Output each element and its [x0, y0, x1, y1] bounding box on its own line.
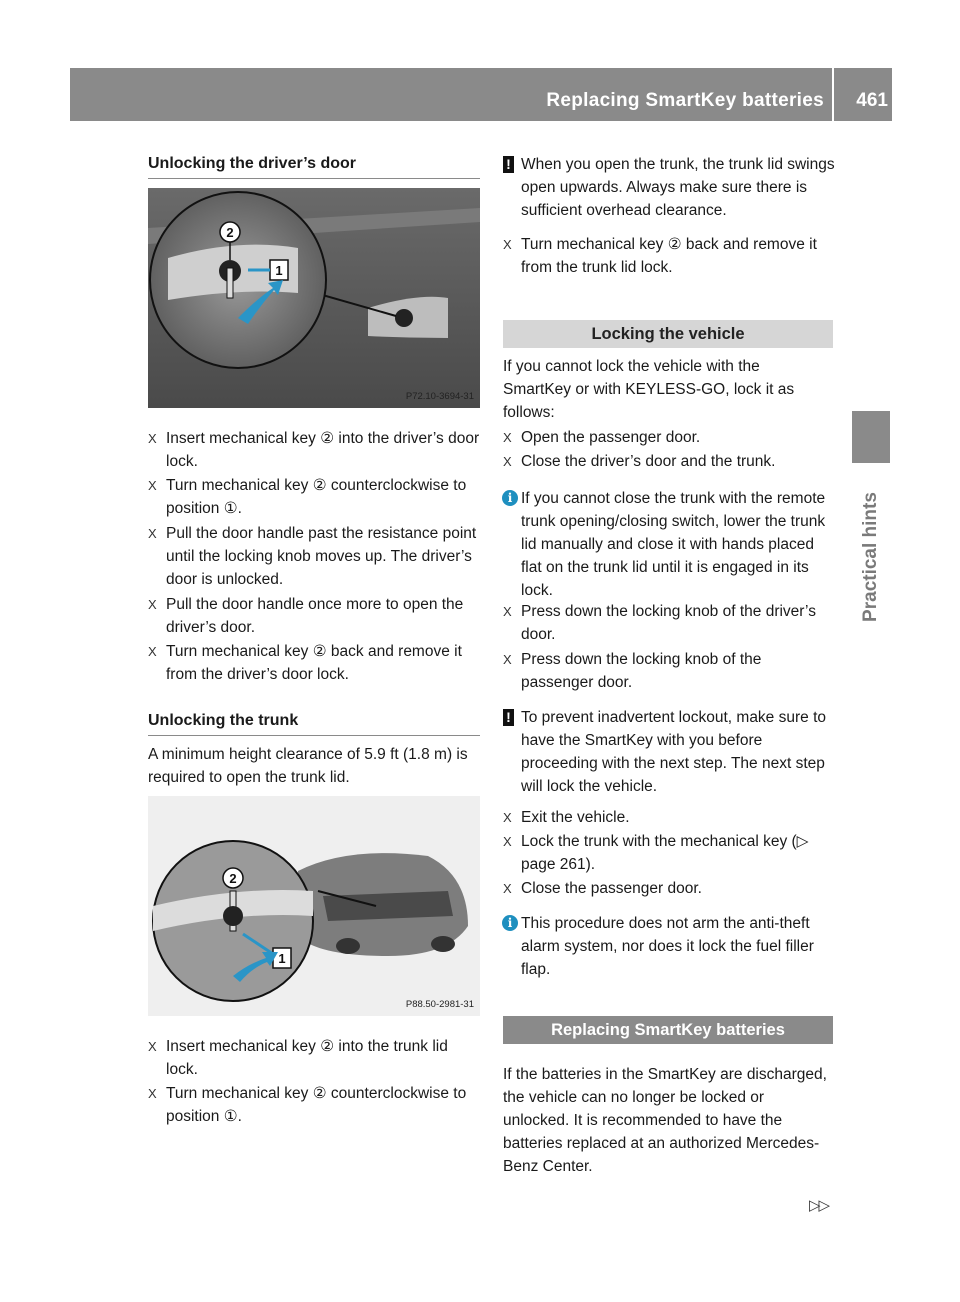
warning-note: [503, 153, 835, 222]
warning-icon: !: [503, 709, 514, 726]
header-divider: [832, 68, 834, 121]
section-rule: [148, 178, 480, 179]
page-number: 461: [856, 90, 888, 111]
step-text: Turn mechanical key ② counterclockwise to position ①.: [166, 477, 467, 517]
door-illustration: [148, 188, 480, 408]
step-marker-icon: X: [503, 881, 512, 896]
step-item: [148, 522, 480, 591]
step-marker-icon: X: [503, 810, 512, 825]
side-tab-label: Practical hints: [860, 492, 881, 622]
step-marker-icon: X: [148, 431, 157, 446]
trunk-illustration: [148, 796, 480, 1016]
locking-intro: If you cannot lock the vehicle with the SmartKey or with KEYLESS-GO, lock it as follows:: [503, 358, 795, 421]
warning-icon: !: [503, 156, 514, 173]
warning-note: [503, 706, 835, 798]
step-item: [148, 427, 480, 473]
step-text: Close the passenger door.: [521, 880, 702, 897]
step-text: Lock the trunk with the mechanical key (▷ page 261).: [521, 833, 809, 873]
step-item: [503, 806, 835, 829]
step-text: Turn mechanical key ② counterclockwise to position ①.: [166, 1085, 467, 1125]
figure-drivers-door: [148, 188, 480, 408]
section-rule: [148, 735, 480, 736]
step-text: Exit the vehicle.: [521, 809, 630, 826]
svg-text:1: 1: [275, 263, 283, 278]
section-heading-drivers-door: Unlocking the driver’s door: [148, 155, 357, 172]
info-text: If you cannot close the trunk with the remote trunk opening/closing switch, lower the trunk lid manually and close it with hands placed flat on the trunk lid until it is engaged in its lock.: [521, 490, 826, 599]
side-tab-label-wrap: [852, 463, 890, 651]
step-item: [503, 233, 835, 279]
step-text: Open the passenger door.: [521, 429, 701, 446]
step-marker-icon: X: [503, 237, 512, 252]
svg-text:2: 2: [229, 871, 237, 886]
step-item: [148, 1082, 480, 1128]
step-item: [148, 640, 480, 686]
step-item: [503, 600, 835, 646]
step-marker-icon: X: [503, 604, 512, 619]
step-marker-icon: X: [148, 597, 157, 612]
page-header: [70, 68, 892, 121]
step-marker-icon: X: [148, 1086, 157, 1101]
step-item: [503, 830, 835, 876]
step-marker-icon: X: [148, 526, 157, 541]
step-text: Turn mechanical key ② back and remove it from the driver’s door lock.: [166, 643, 462, 683]
step-marker-icon: X: [148, 1039, 157, 1054]
section-heading-trunk: Unlocking the trunk: [148, 712, 299, 729]
step-item: [148, 1035, 480, 1081]
figure-code: P72.10-3694-31: [405, 391, 474, 402]
continue-arrows-icon: ▷▷: [809, 1197, 829, 1214]
section-band-locking: [503, 320, 833, 348]
step-marker-icon: X: [148, 644, 157, 659]
step-text: Pull the door handle past the resistance point until the locking knob moves up. The driver’s door is unlocked.: [166, 525, 477, 588]
warning-text: To prevent inadvertent lockout, make sure to have the SmartKey with you before proceeding with the next step. The next step will lock the vehicle.: [521, 709, 826, 795]
info-icon: i: [502, 915, 518, 931]
step-item: [503, 450, 835, 473]
svg-text:1: 1: [278, 951, 286, 966]
warning-text: When you open the trunk, the trunk lid swings open upwards. Always make sure there is sufficient overhead clearance.: [521, 156, 835, 219]
step-text: Close the driver’s door and the trunk.: [521, 453, 776, 470]
step-marker-icon: X: [503, 454, 512, 469]
figure-code: P88.50-2981-31: [405, 999, 474, 1010]
step-marker-icon: X: [503, 652, 512, 667]
step-text: Pull the door handle once more to open the driver’s door.: [166, 596, 464, 636]
step-text: Press down the locking knob of the driver’s door.: [521, 603, 816, 643]
info-icon: i: [502, 490, 518, 506]
step-text: Turn mechanical key ② back and remove it from the trunk lid lock.: [521, 236, 817, 276]
header-title: Replacing SmartKey batteries: [546, 90, 824, 111]
step-marker-icon: X: [148, 478, 157, 493]
info-text: This procedure does not arm the anti-theft alarm system, nor does it lock the fuel filler flap.: [521, 915, 814, 978]
step-marker-icon: X: [503, 430, 512, 445]
step-text: Press down the locking knob of the passenger door.: [521, 651, 762, 691]
section-heading-locking: Locking the vehicle: [591, 325, 745, 343]
step-text: Insert mechanical key ② into the driver’s door lock.: [166, 430, 480, 470]
section-heading-batteries: Replacing SmartKey batteries: [551, 1021, 785, 1039]
info-note: [503, 912, 835, 981]
section-band-batteries: [503, 1016, 833, 1044]
info-note: [503, 487, 835, 602]
step-item: [503, 426, 835, 449]
step-text: Insert mechanical key ② into the trunk lid lock.: [166, 1038, 448, 1078]
side-tab-marker: [852, 411, 890, 463]
step-item: [148, 474, 480, 520]
step-marker-icon: X: [503, 834, 512, 849]
trunk-intro: A minimum height clearance of 5.9 ft (1.8 m) is required to open the trunk lid.: [148, 746, 468, 786]
step-item: [503, 648, 835, 694]
figure-trunk: [148, 796, 480, 1016]
batteries-intro: If the batteries in the SmartKey are discharged, the vehicle can no longer be locked or unlocked. It is recommended to have the batteries replaced at an authorized Mercedes-Benz Center.: [503, 1066, 827, 1175]
step-item: [503, 877, 835, 900]
svg-text:2: 2: [226, 225, 234, 240]
step-item: [148, 593, 480, 639]
